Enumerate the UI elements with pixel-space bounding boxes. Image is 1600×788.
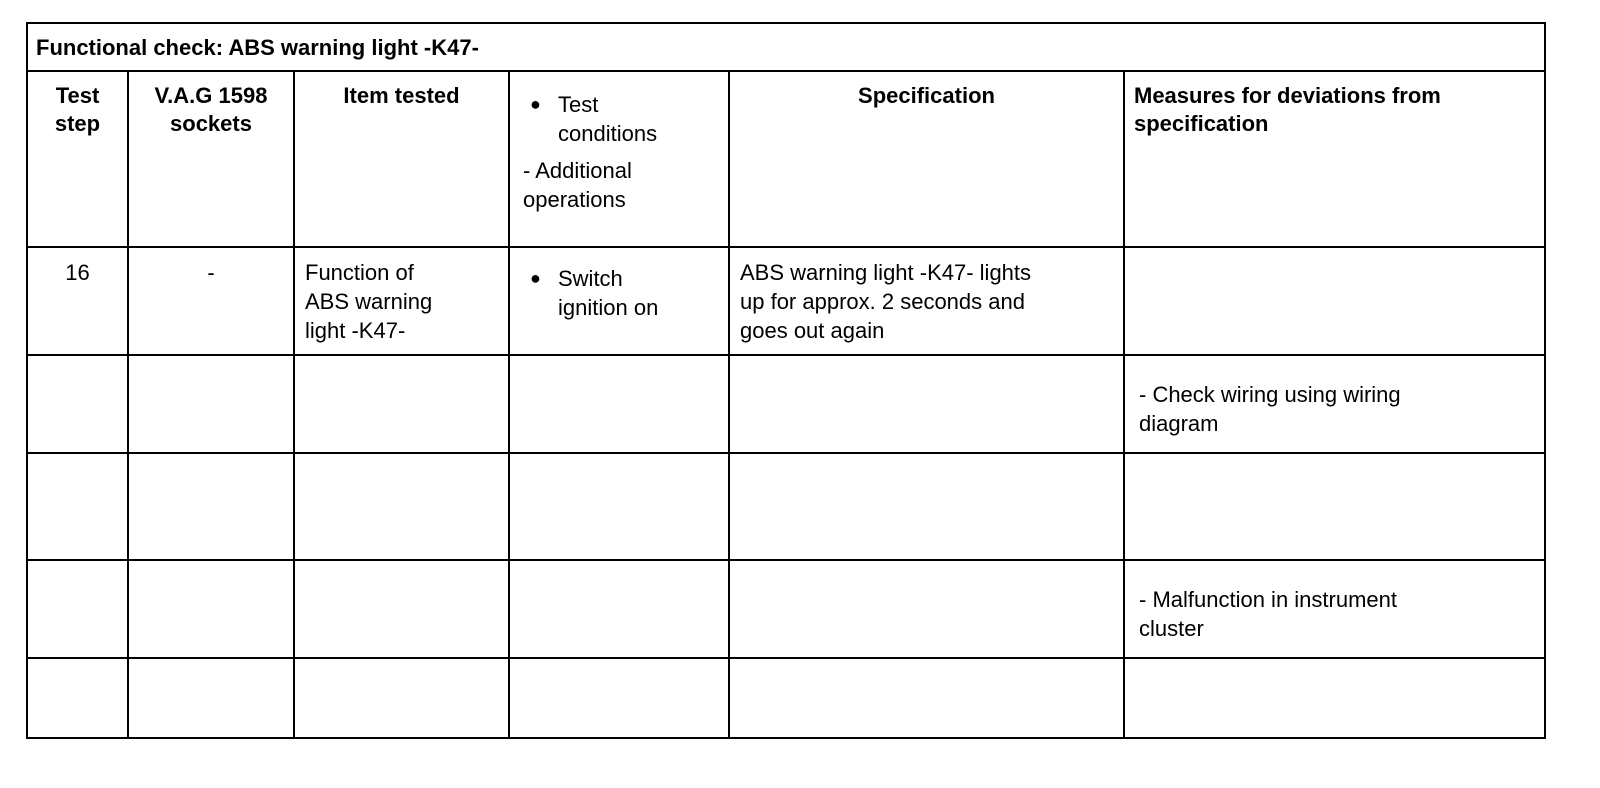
header-measures-line1: Measures for deviations from	[1134, 83, 1441, 108]
header-sockets-line2: sockets	[170, 111, 252, 136]
condition-line2: ignition on	[558, 295, 659, 320]
header-additional-ops-line2: operations	[523, 187, 626, 212]
header-sockets-line1: V.A.G 1598	[154, 83, 268, 108]
header-row	[27, 71, 1545, 247]
header-test-conditions-line1: Test	[558, 92, 599, 117]
empty-cell	[509, 560, 729, 658]
sockets-value: -	[207, 260, 215, 285]
table-row-malfunction	[27, 560, 1545, 658]
empty-cell	[509, 355, 729, 453]
table-title-cell	[27, 23, 1545, 71]
item-line1: Function of	[305, 260, 414, 285]
empty-cell	[294, 453, 509, 560]
empty-cell	[294, 658, 509, 738]
cell-item	[294, 247, 509, 355]
empty-cell	[128, 658, 294, 738]
table-row-step-16	[27, 247, 1545, 355]
spec-line2: up for approx. 2 seconds and	[740, 289, 1025, 314]
empty-cell	[1124, 658, 1545, 738]
header-test-conditions-line2: conditions	[558, 121, 658, 146]
measure-malfunction-line2: cluster	[1139, 616, 1204, 641]
header-specification-label: Specification	[858, 83, 995, 108]
empty-cell	[729, 560, 1124, 658]
cell-specification	[729, 247, 1124, 355]
table-row-empty	[27, 658, 1545, 738]
header-measures-line2: specification	[1134, 111, 1269, 136]
measure-wiring-line1: - Check wiring using wiring	[1139, 382, 1401, 407]
empty-cell	[509, 453, 729, 560]
cell-measure-wiring	[1124, 355, 1545, 453]
header-item-tested-label: Item tested	[343, 83, 460, 108]
cell-sockets	[128, 247, 294, 355]
empty-cell	[27, 453, 128, 560]
header-sockets	[128, 71, 294, 247]
condition-line1: Switch	[558, 266, 623, 291]
header-test-step	[27, 71, 128, 247]
empty-cell	[27, 658, 128, 738]
header-specification	[729, 71, 1124, 247]
table-row-check-wiring	[27, 355, 1545, 453]
header-test-step-line1: Test	[55, 83, 100, 108]
spec-line3: goes out again	[740, 318, 885, 343]
empty-cell	[294, 560, 509, 658]
cell-measures	[1124, 247, 1545, 355]
bullet-dot-icon: ●	[530, 268, 541, 288]
header-measures	[1124, 71, 1545, 247]
header-additional-ops-line1: - Additional	[523, 158, 632, 183]
header-test-step-line2: step	[54, 111, 101, 136]
cell-step	[27, 247, 128, 355]
empty-cell	[128, 453, 294, 560]
step-number: 16	[65, 260, 90, 285]
measure-malfunction-line1: - Malfunction in instrument	[1139, 587, 1397, 612]
cell-measure-malfunction	[1124, 560, 1545, 658]
item-line2: ABS warning	[305, 289, 433, 314]
empty-cell	[294, 355, 509, 453]
empty-cell	[27, 560, 128, 658]
header-item-tested	[294, 71, 509, 247]
empty-cell	[729, 355, 1124, 453]
table-row-empty	[27, 453, 1545, 560]
empty-cell	[128, 560, 294, 658]
empty-cell	[27, 355, 128, 453]
cell-condition	[509, 247, 729, 355]
item-line3: light -K47-	[305, 318, 406, 343]
empty-cell	[729, 453, 1124, 560]
functional-check-table	[26, 22, 1546, 739]
bullet-dot-icon: ●	[530, 94, 541, 114]
empty-cell	[128, 355, 294, 453]
table-title: Functional check: ABS warning light -K47-	[36, 35, 479, 60]
measure-wiring-line2: diagram	[1139, 411, 1219, 436]
header-conditions	[509, 71, 729, 247]
empty-cell	[509, 658, 729, 738]
spec-line1: ABS warning light -K47- lights	[740, 260, 1032, 285]
empty-cell	[729, 658, 1124, 738]
empty-cell	[1124, 453, 1545, 560]
